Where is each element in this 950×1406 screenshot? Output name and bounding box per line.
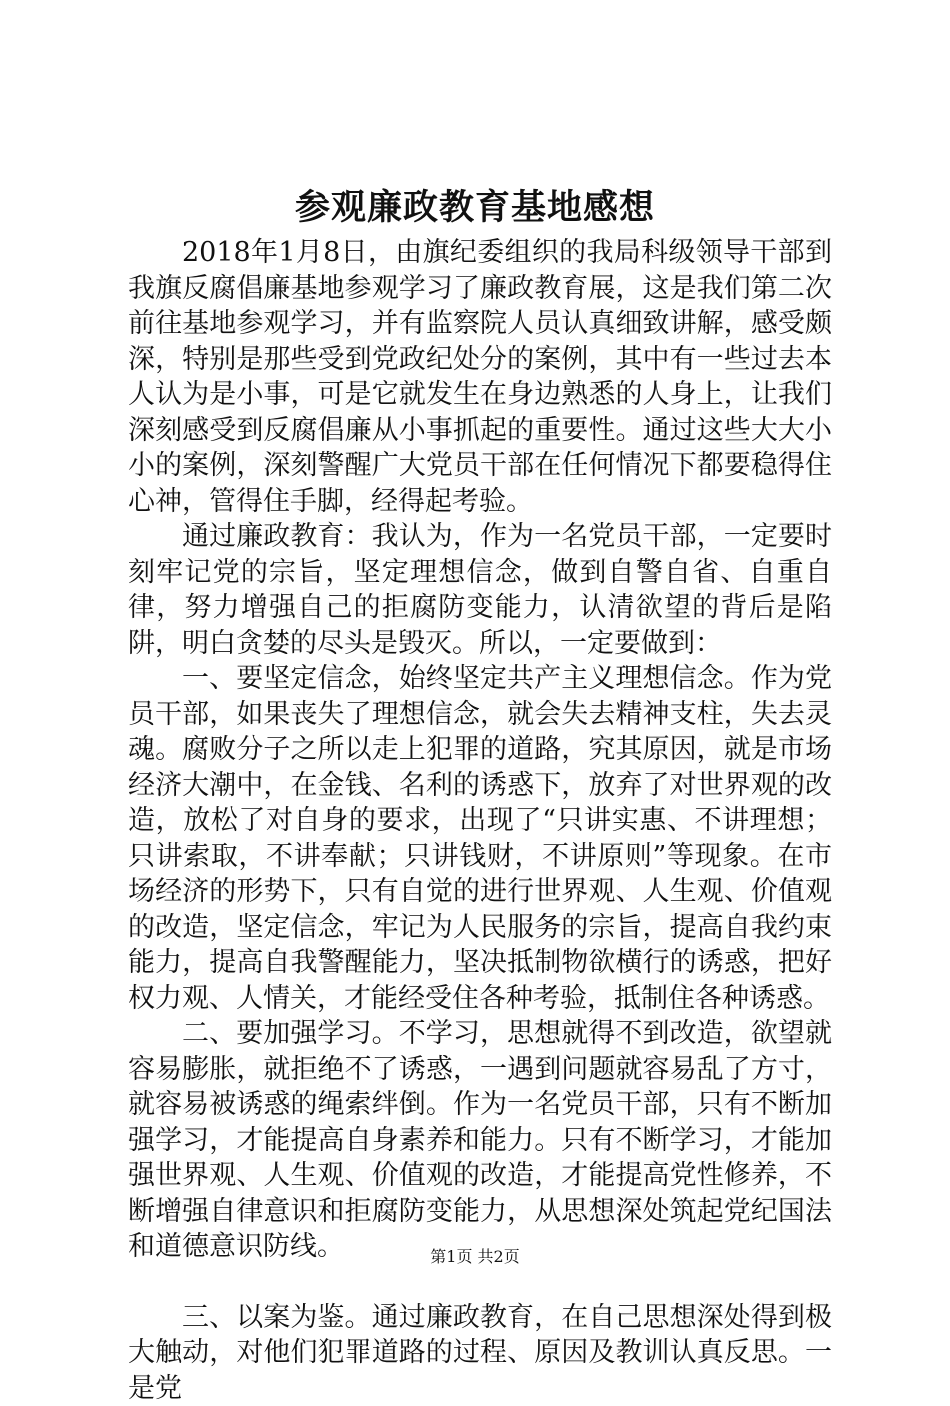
document-title: 参观廉政教育基地感想	[0, 183, 950, 233]
paragraph-point-three: 三、以案为鉴。通过廉政教育，在自己思想深处得到极大触动，对他们犯罪道路的过程、原因及教训认真反思。一是党	[128, 1300, 832, 1406]
paragraph-intro: 2018年1月8日，由旗纪委组织的我局科级领导干部到我旗反腐倡廉基地参观学习了廉政教育展，这是我们第二次前往基地参观学习，并有监察院人员认真细致讲解，感受颇深，特别是那些受到党政纪处分的案例，其中有一些过去本人认为是小事，可是它就发生在身边熟悉的人身上，让我们深刻感受到反腐倡廉从小事抓起的重要性。通过这些大大小小的案例，深刻警醒广大党员干部在任何情况下都要稳得住心神，管得住手脚，经得起考验。	[128, 235, 832, 519]
paragraph-point-two: 二、要加强学习。不学习，思想就得不到改造，欲望就容易膨胀，就拒绝不了诱惑，一遇到问题就容易乱了方寸，就容易被诱惑的绳索绊倒。作为一名党员干部，只有不断加强学习，才能提高自身素养和能力。只有不断学习，才能加强世界观、人生观、价值观的改造，才能提高党性修养，不断增强自律意识和拒腐防变能力，从思想深处筑起党纪国法和道德意识防线。	[128, 1016, 832, 1265]
page-footer: 第1页 共2页	[0, 1245, 950, 1269]
paragraph-reflection: 通过廉政教育：我认为，作为一名党员干部，一定要时刻牢记党的宗旨，坚定理想信念，做到自警自省、自重自律，努力增强自己的拒腐防变能力，认清欲望的背后是陷阱，明白贪婪的尽头是毁灭。所以，一定要做到：	[128, 519, 832, 661]
paragraph-point-one: 一、要坚定信念，始终坚定共产主义理想信念。作为党员干部，如果丧失了理想信念，就会失去精神支柱，失去灵魂。腐败分子之所以走上犯罪的道路，究其原因，就是市场经济大潮中，在金钱、名利的诱惑下，放弃了对世界观的改造，放松了对自身的要求，出现了“只讲实惠、不讲理想；只讲索取，不讲奉献；只讲钱财，不讲原则”等现象。在市场经济的形势下，只有自觉的进行世界观、人生观、价值观的改造，坚定信念，牢记为人民服务的宗旨，提高自我约束能力，提高自我警醒能力，坚决抵制物欲横行的诱惑，把好权力观、人情关，才能经受住各种考验，抵制住各种诱惑。	[128, 661, 832, 1016]
document-body	[128, 235, 832, 1406]
